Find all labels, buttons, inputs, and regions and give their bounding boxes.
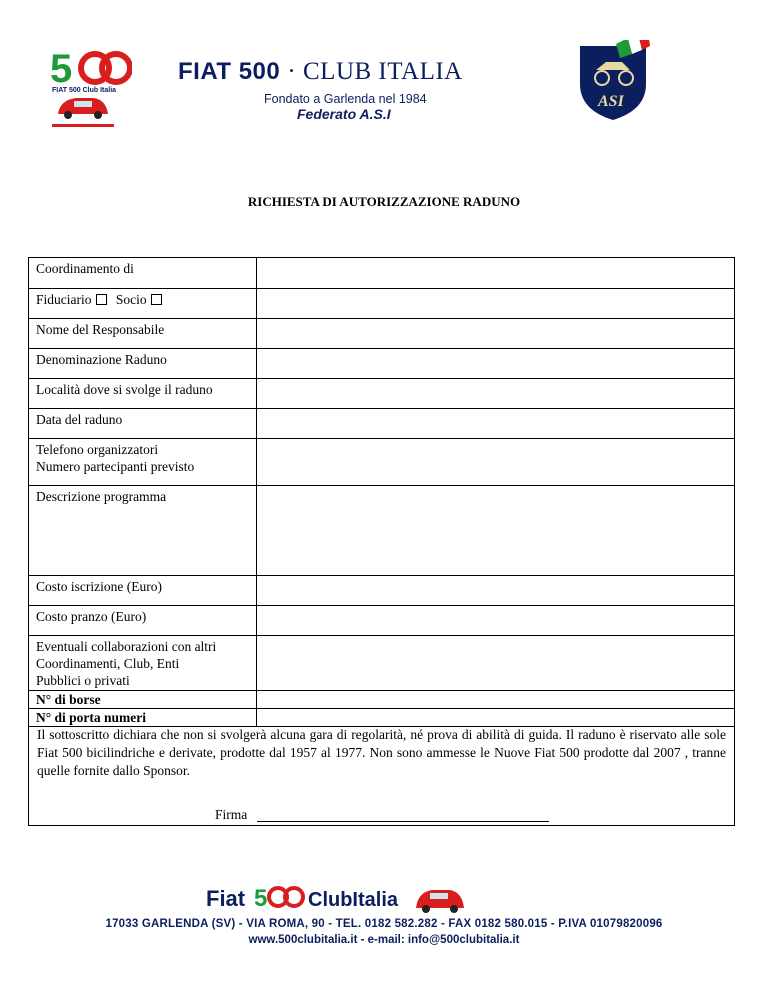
- label-nome-responsabile: Nome del Responsabile: [29, 319, 257, 349]
- footer-web: www.500clubitalia.it - e-mail: info@500clubitalia.it: [248, 934, 520, 946]
- row-telefono: [29, 439, 735, 486]
- field-ruolo[interactable]: [257, 289, 735, 319]
- field-localita[interactable]: [257, 379, 735, 409]
- footer-address: 17033 GARLENDA (SV) - VIA ROMA, 90 - TEL. 0182 582.282 - FAX 0182 580.015 - P.IVA 01079820096: [105, 918, 663, 930]
- label-coordinamento: Coordinamento di: [29, 258, 257, 289]
- svg-text:5: 5: [254, 885, 268, 912]
- authorization-form: [28, 257, 735, 727]
- declaration-text: Il sottoscritto dichiara che non si svolgerà alcuna gara di regolarità, né prova di abilità di guida. Il raduno è riservato alle sole Fiat 500 bicilindriche e derivate, prodotte dal 1957 al 1977. Non sono ammesse le Nuove Fiat 500 prodotte dal 2007 , tranne quelle fornite dallo Sponsor.: [37, 727, 726, 778]
- document-title: RICHIESTA DI AUTORIZZAZIONE RADUNO: [247, 194, 521, 209]
- field-coordinamento[interactable]: [257, 258, 735, 289]
- footer-club-logo: [206, 880, 466, 914]
- field-borse[interactable]: [257, 691, 735, 709]
- row-localita: [29, 379, 735, 409]
- signature-line[interactable]: [257, 821, 549, 822]
- declaration-box: [28, 711, 735, 826]
- row-responsabile: [29, 319, 735, 349]
- label-telefono-partecipanti: [29, 439, 257, 486]
- row-denominazione: [29, 349, 735, 379]
- field-costo-iscrizione[interactable]: [257, 576, 735, 606]
- row-costo-iscrizione: [29, 576, 735, 606]
- label-data: Data del raduno: [29, 409, 257, 439]
- row-borse: [29, 691, 735, 709]
- label-collaborazioni: [29, 636, 257, 691]
- svg-text:FIAT 500 Club Italia: FIAT 500 Club Italia: [52, 87, 117, 94]
- label-collaborazioni-1: Eventuali collaborazioni con altri: [36, 639, 217, 654]
- field-collaborazioni[interactable]: [257, 636, 735, 691]
- label-partecipanti: Numero partecipanti previsto: [36, 459, 195, 474]
- svg-text:Fiat: Fiat: [206, 886, 246, 911]
- row-ruolo: [29, 289, 735, 319]
- fiduciario-checkbox[interactable]: [96, 294, 107, 305]
- label-fiduciario: Fiduciario: [36, 292, 92, 307]
- firma-label: Firma: [215, 807, 248, 822]
- asi-logo: [576, 40, 650, 122]
- label-costo-iscrizione: Costo iscrizione (Euro): [29, 576, 257, 606]
- fiat500-club-logo: [48, 44, 132, 130]
- label-denominazione: Denominazione Raduno: [29, 349, 257, 379]
- label-localita: Località dove si svolge il raduno: [29, 379, 257, 409]
- row-data: [29, 409, 735, 439]
- header-federation: Federato A.S.I: [297, 106, 391, 122]
- label-costo-pranzo: Costo pranzo (Euro): [29, 606, 257, 636]
- field-telefono-partecipanti[interactable]: [257, 439, 735, 486]
- row-collaborazioni: [29, 636, 735, 691]
- label-collaborazioni-2: Coordinamenti, Club, Enti: [36, 656, 180, 671]
- row-descrizione: [29, 486, 735, 576]
- field-costo-pranzo[interactable]: [257, 606, 735, 636]
- row-coordinamento: [29, 258, 735, 289]
- svg-text:ASI: ASI: [598, 93, 624, 110]
- svg-text:ClubItalia: ClubItalia: [308, 889, 399, 911]
- svg-text:5: 5: [50, 47, 73, 91]
- socio-checkbox[interactable]: [151, 294, 162, 305]
- label-telefono: Telefono organizzatori: [36, 442, 159, 457]
- field-nome-responsabile[interactable]: [257, 319, 735, 349]
- field-denominazione[interactable]: [257, 349, 735, 379]
- field-descrizione[interactable]: [257, 486, 735, 576]
- label-descrizione: Descrizione programma: [29, 486, 257, 576]
- field-data[interactable]: [257, 409, 735, 439]
- header-subtitle: Fondato a Garlenda nel 1984: [264, 92, 427, 106]
- label-ruolo: [29, 289, 257, 319]
- label-borse: N° di borse: [29, 691, 257, 709]
- label-socio: Socio: [115, 292, 147, 307]
- header-title: FIAT 500 · CLUB ITALIA: [178, 58, 463, 85]
- row-costo-pranzo: [29, 606, 735, 636]
- label-collaborazioni-3: Pubblici o privati: [36, 673, 130, 688]
- label-porta-numeri: N° di porta numeri: [29, 709, 257, 727]
